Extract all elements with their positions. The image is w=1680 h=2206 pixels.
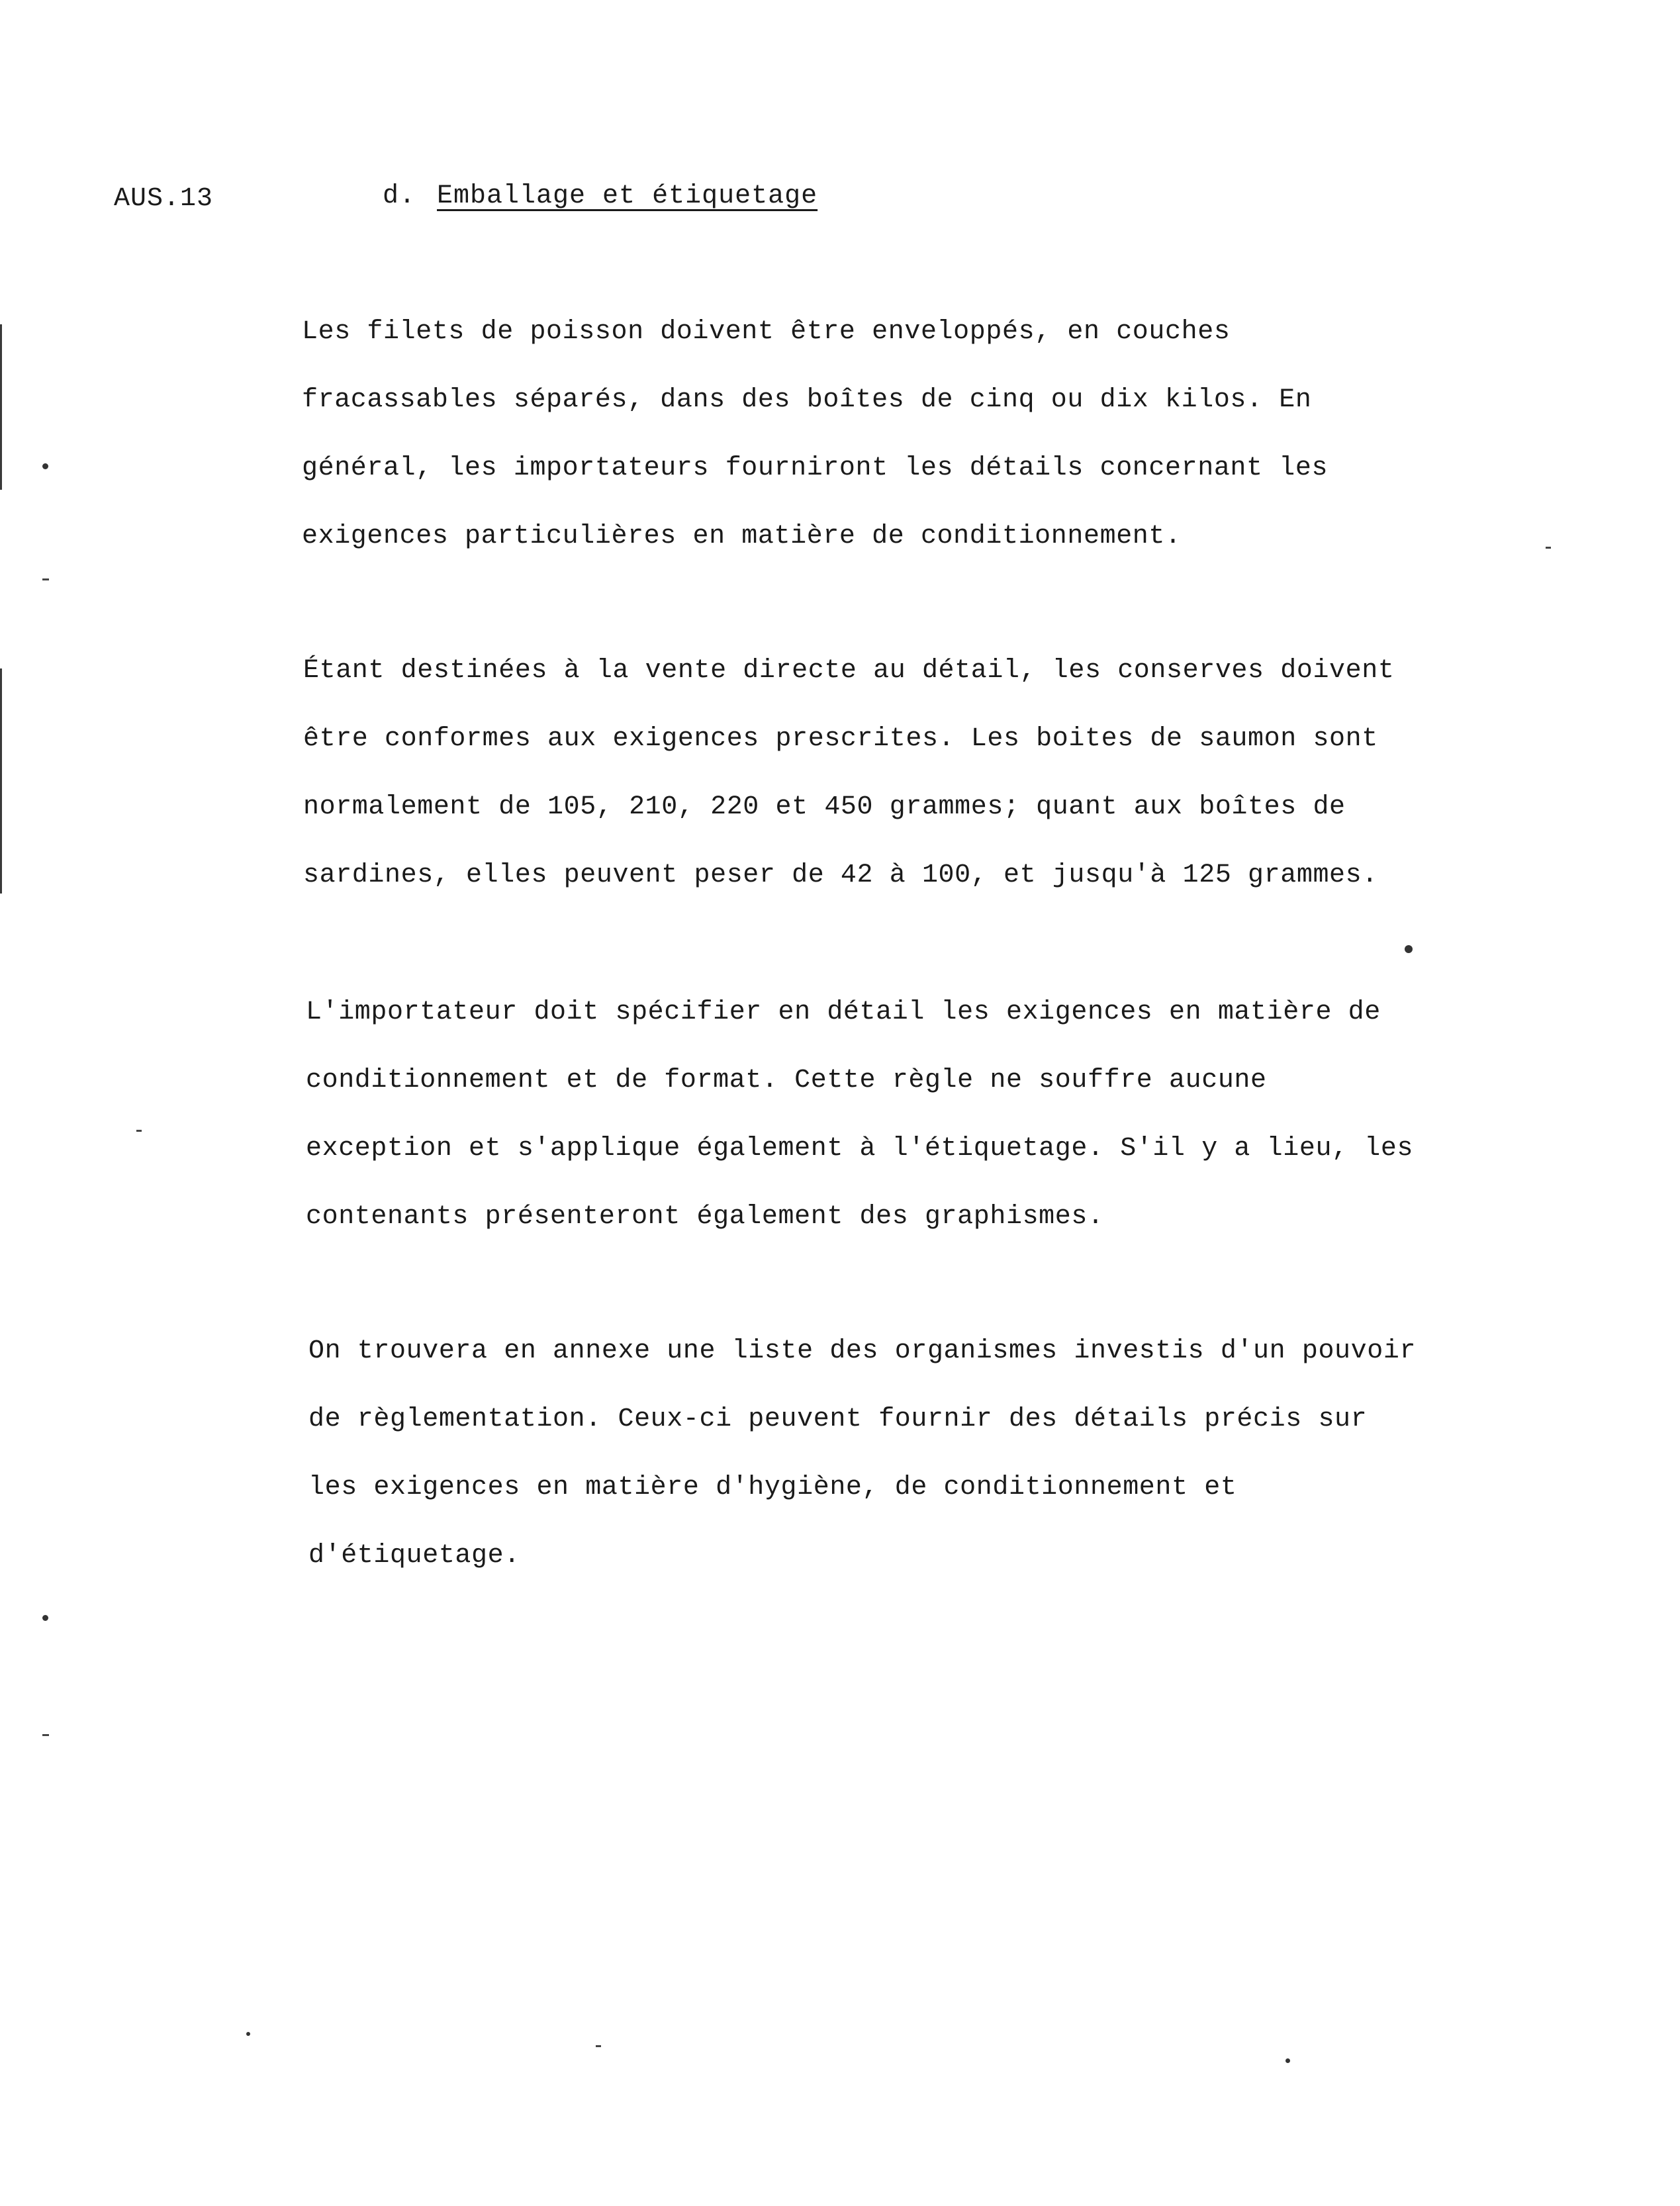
text-line: Étant destinées à la vente directe au détail, les conserves doivent bbox=[303, 656, 1395, 686]
section-heading bbox=[383, 181, 817, 211]
scan-dash bbox=[1546, 547, 1551, 549]
text-line: sardines, elles peuvent peser de 42 à 100, et jusqu'à 125 grammes. bbox=[303, 860, 1378, 890]
text-line: conditionnement et de format. Cette règle ne souffre aucune bbox=[306, 1066, 1267, 1095]
text-line: On trouvera en annexe une liste des organismes investis d'un pouvoir bbox=[308, 1336, 1417, 1366]
text-line: normalement de 105, 210, 220 et 450 grammes; quant aux boîtes de bbox=[303, 792, 1346, 822]
text-line: Les filets de poisson doivent être enveloppés, en couches bbox=[302, 317, 1231, 347]
scan-dash bbox=[596, 2045, 601, 2047]
scan-margin-line bbox=[0, 324, 2, 490]
text-line: être conformes aux exigences prescrites. Les boites de saumon sont bbox=[303, 724, 1378, 754]
text-line: exigences particulières en matière de conditionnement. bbox=[302, 522, 1182, 551]
document-reference: AUS.13 bbox=[114, 184, 214, 214]
scan-speck bbox=[1405, 945, 1413, 953]
paragraph-canned-goods bbox=[303, 637, 1394, 909]
paragraph-regulators bbox=[308, 1317, 1416, 1590]
scan-dash bbox=[42, 578, 49, 580]
paragraph-importer bbox=[306, 978, 1413, 1251]
scan-speck bbox=[42, 1615, 48, 1621]
scan-dash bbox=[42, 1734, 49, 1736]
text-line: de règlementation. Ceux-ci peuvent fournir des détails précis sur bbox=[308, 1404, 1368, 1434]
scan-speck bbox=[246, 2032, 250, 2036]
section-title: Emballage et étiquetage bbox=[437, 181, 818, 211]
scan-margin-line bbox=[0, 668, 2, 894]
section-letter: d. bbox=[383, 181, 416, 211]
scan-dash bbox=[136, 1130, 142, 1132]
text-line: contenants présenteront également des graphismes. bbox=[306, 1202, 1104, 1232]
text-line: général, les importateurs fourniront les détails concernant les bbox=[302, 453, 1329, 483]
scan-speck bbox=[1285, 2058, 1290, 2063]
text-line: les exigences en matière d'hygiène, de conditionnement et bbox=[308, 1473, 1237, 1502]
paragraph-packaging bbox=[302, 298, 1328, 571]
text-line: exception et s'applique également à l'étiquetage. S'il y a lieu, les bbox=[306, 1134, 1414, 1164]
scan-speck bbox=[42, 463, 48, 469]
text-line: fracassables séparés, dans des boîtes de cinq ou dix kilos. En bbox=[302, 385, 1312, 415]
text-line: d'étiquetage. bbox=[308, 1541, 520, 1571]
text-line: L'importateur doit spécifier en détail les exigences en matière de bbox=[306, 997, 1381, 1027]
